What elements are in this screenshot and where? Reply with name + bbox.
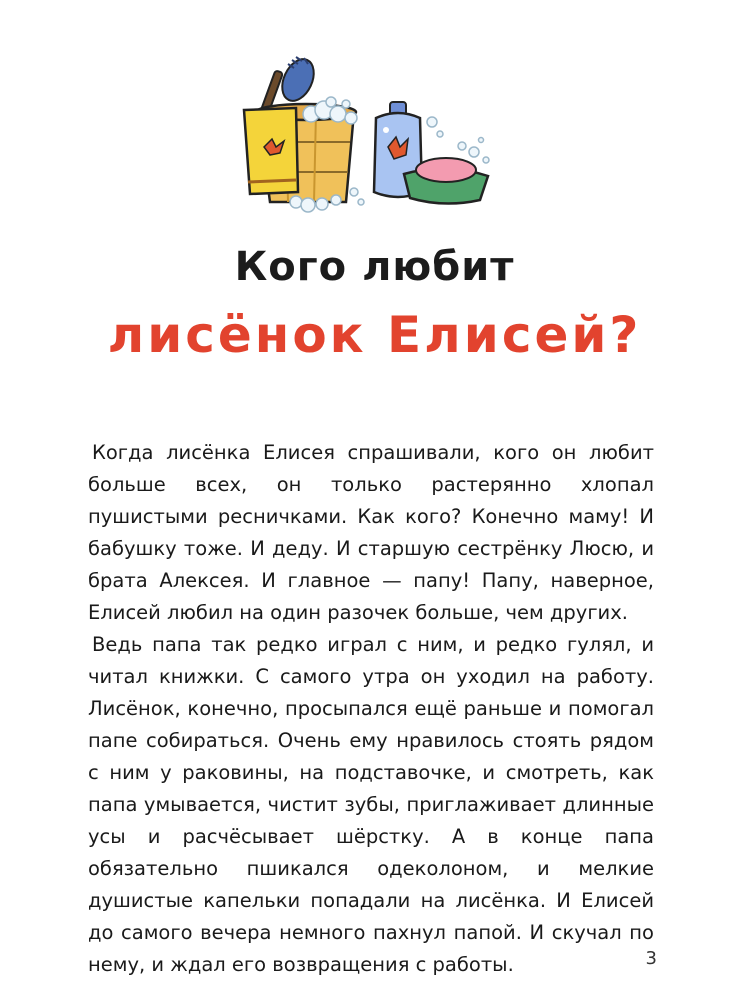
paragraph-1: Когда лисёнка Елисея спрашивали, кого он любит больше всех, он только растерянно хлопал пушистыми ресничками. Как кого? Конечно маму! И бабушку тоже. И деду. И старшую сестрёнку Люсю, и брата Алексея. И главное — папу! Папу, наверное, Елисей любил на один разочек больше, чем других. [88,441,654,624]
page-title-line-1: Кого любит [234,244,515,290]
page-number: 3 [645,948,657,969]
towel-icon [244,108,298,194]
bath-illustration [236,52,506,222]
story-text [88,437,654,981]
paragraph-2: Ведь папа так редко играл с ним, и редко гулял, и читал книжки. С самого утра он уходил на работу. Лисёнок, конечно, просыпался ещё раньше и помогал папе собираться. Очень ему нравилось стоять рядом с ним у раковины, на подставочке, и смотреть, как папа умывается, чистит зубы, приглаживает длинные усы и расчёсывает шёрстку. А в конце папа обязательно пшикался одеколоном, и мелкие душистые капельки попадали на лисёнка. И Елисей до самого вечера немного пахнул папой. И скучал по нему, и ждал его возвращения с работы. [88,633,654,976]
bath-items-image [236,52,506,222]
page-title-line-2: лисёнок Елисей? [107,306,642,364]
